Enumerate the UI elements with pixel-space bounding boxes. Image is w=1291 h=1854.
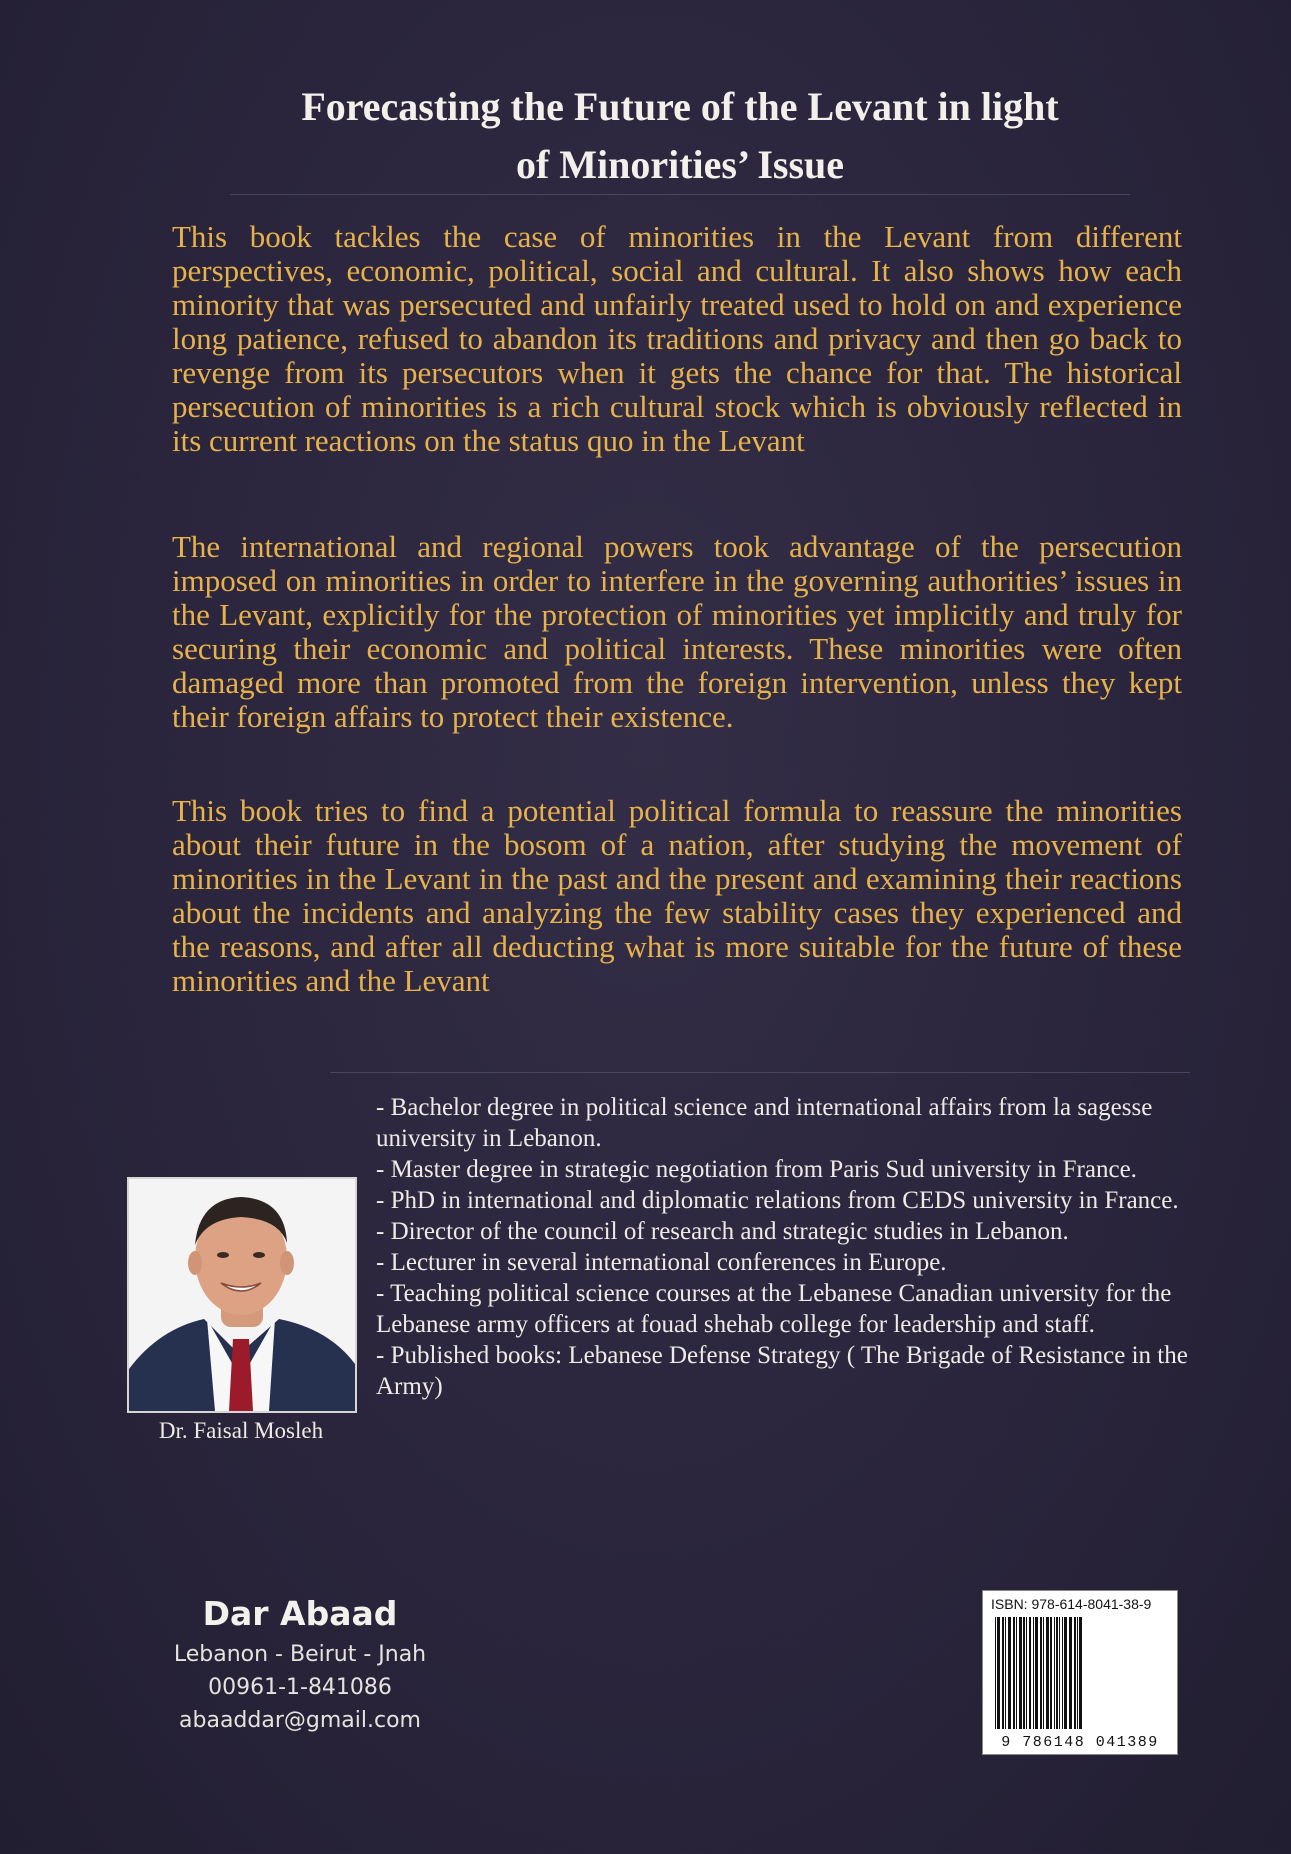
publisher-block <box>140 1590 460 1737</box>
author-name: Dr. Faisal Mosleh <box>158 1418 324 1443</box>
bio-item: - Director of the council of research and strategic studies in Lebanon. <box>376 1218 1069 1245</box>
publisher-phone: 00961-1-841086 <box>208 1675 392 1700</box>
book-title-line-1: Forecasting the Future of the Levant in light <box>301 84 1059 129</box>
barcode-bar <box>1002 1617 1004 1729</box>
bio-item: - Lecturer in several international conferences in Europe. <box>376 1249 947 1276</box>
barcode-bar <box>997 1617 1000 1729</box>
author-photo <box>127 1177 357 1413</box>
title-divider <box>230 194 1130 195</box>
barcode-bar <box>1023 1617 1025 1729</box>
barcode-bar <box>1054 1617 1055 1729</box>
bio-item: - Master degree in strategic negotiation from Paris Sud university in France. <box>376 1156 1137 1183</box>
blurb-paragraph-1: This book tackles the case of minorities in the Levant from different perspectives, economic, political, social and cultural. It also shows how each minority that was persecuted and unfairly treated used to hold on and experience long patience, refused to abandon its traditions and privacy and then go back to revenge from its persecutors when it gets the chance for that. The historical persecution of minorities is a rich cultural stock which is obviously reflected in its current reactions on the status quo in the Levant <box>172 219 1182 458</box>
barcode-bar <box>1043 1617 1044 1729</box>
barcode-bars <box>983 1591 1177 1754</box>
barcode-bar <box>1008 1617 1011 1729</box>
barcode-bar <box>1035 1617 1038 1729</box>
book-title-line-2: of Minorities’ Issue <box>515 142 845 187</box>
barcode-bar <box>1079 1617 1082 1729</box>
barcode-bar <box>1040 1617 1042 1729</box>
blurb-divider <box>330 1072 1190 1073</box>
bio-item: - PhD in international and diplomatic relations from CEDS university in France. <box>376 1187 1179 1214</box>
barcode-bar <box>1013 1617 1015 1729</box>
barcode-bar <box>1056 1617 1058 1729</box>
publisher-name: Dar Abaad <box>202 1594 398 1633</box>
publisher-email: abaaddar@gmail.com <box>179 1708 421 1733</box>
barcode-bar <box>1029 1617 1031 1729</box>
author-portrait-image <box>129 1179 355 1411</box>
barcode-bar <box>1064 1617 1067 1729</box>
barcode-bar <box>1074 1617 1076 1729</box>
barcode-bar <box>1077 1617 1078 1729</box>
isbn-label: ISBN: 978-614-8041-38-9 <box>991 1596 1152 1612</box>
barcode-bar <box>995 1617 996 1729</box>
book-title <box>0 78 1291 194</box>
barcode-bar <box>1069 1617 1072 1729</box>
barcode-bar <box>1019 1617 1022 1729</box>
barcode-bar <box>1005 1617 1006 1729</box>
bio-item: - Published books: Lebanese Defense Strategy ( The Brigade of Resistance in the Army) <box>376 1342 1188 1400</box>
barcode-bar <box>1046 1617 1049 1729</box>
bio-item: - Teaching political science courses at the Lebanese Canadian university for the Lebanese army officers at fouad shehab college for leadership and staff. <box>376 1280 1172 1338</box>
blurb-paragraph-2: The international and regional powers took advantage of the persecution imposed on minorities in order to interfere in the governing authorities’ issues in the Levant, explicitly for the protection of minorities yet implicitly and truly for securing their economic and political interests. These minorities were often damaged more than promoted from the foreign intervention, unless they kept their foreign affairs to protect their existence. <box>172 529 1182 734</box>
barcode-bar <box>1059 1617 1060 1729</box>
barcode-bar <box>1016 1617 1017 1729</box>
author-bio <box>376 1092 1216 1402</box>
barcode-bar <box>1050 1617 1052 1729</box>
publisher-location: Lebanon - Beirut - Jnah <box>173 1642 427 1667</box>
barcode-bar <box>1062 1617 1063 1729</box>
barcode-bar <box>1033 1617 1034 1729</box>
isbn-barcode <box>982 1590 1178 1755</box>
barcode-bar <box>1026 1617 1027 1729</box>
blurb-paragraph-3: This book tries to find a potential political formula to reassure the minorities about their future in the bosom of a nation, after studying the movement of minorities in the Levant in the past and the present and examining their reactions about the incidents and analyzing the few stability cases they experienced and the reasons, and after all deducting what is more suitable for the future of these minorities and the Levant <box>172 793 1182 998</box>
isbn-digits: 9 786148 041389 <box>1001 1734 1159 1751</box>
bio-item: - Bachelor degree in political science and international affairs from la sagesse university in Lebanon. <box>376 1094 1153 1152</box>
